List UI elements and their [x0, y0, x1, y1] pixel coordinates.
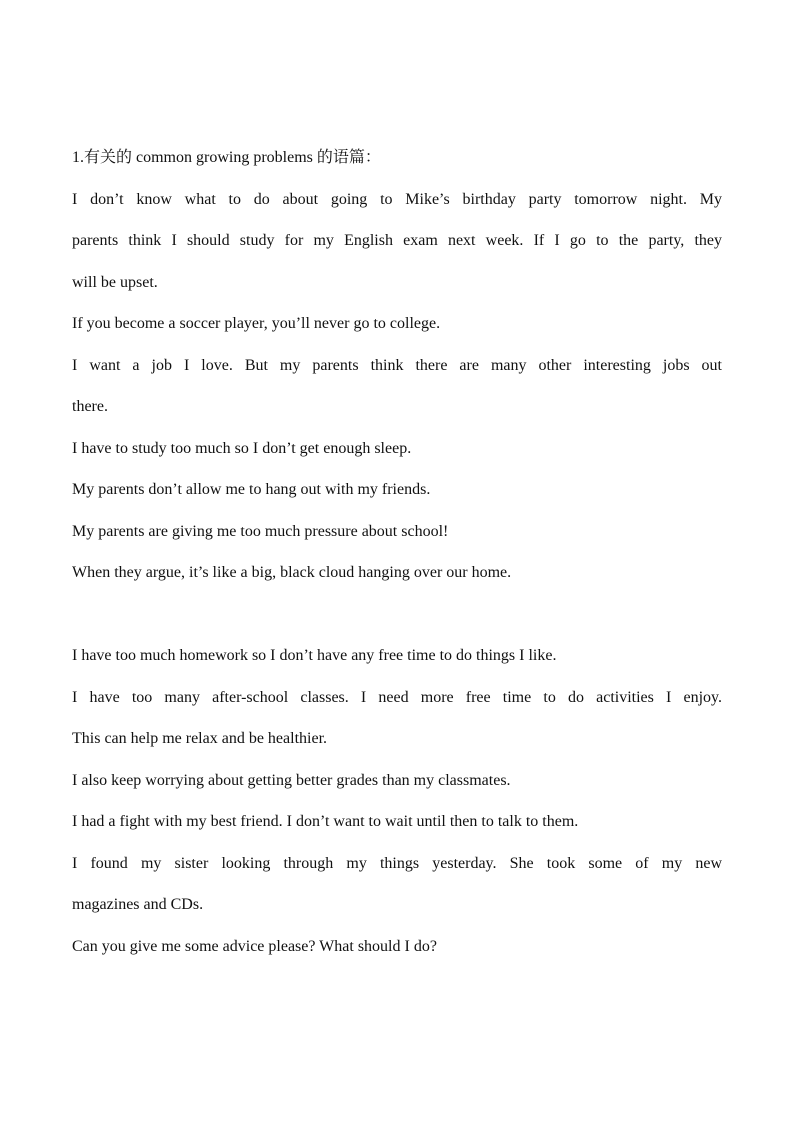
text-line: I had a fight with my best friend. I don’t want to wait until then to talk to them.: [72, 813, 579, 830]
text-line: I have too many after-school classes. I need more free time to do activities I enjoy.: [72, 688, 722, 706]
text-line: I want a job I love. But my parents think there are many other interesting jobs out: [72, 356, 722, 374]
text-line: This can help me relax and be healthier.: [72, 730, 328, 747]
text-line: I found my sister looking through my things yesterday. She took some of my new: [72, 854, 722, 872]
text-line: I have too much homework so I don’t have any free time to do things I like.: [72, 647, 557, 664]
text-line: I also keep worrying about getting better grades than my classmates.: [72, 771, 511, 789]
blank-line: [72, 602, 722, 644]
text-line: Can you give me some advice please? What should I do?: [72, 937, 437, 955]
text-line: will be upset.: [72, 273, 158, 291]
text-line: there.: [72, 398, 108, 415]
text-line: parents think I should study for my English exam next week. If I go to the party, they: [72, 232, 722, 249]
text-line: My parents are giving me too much pressure about school!: [72, 522, 449, 540]
section-heading: 1.有关的 common growing problems 的语篇：: [72, 149, 381, 166]
text-line: magazines and CDs.: [72, 896, 204, 913]
text-line: I don’t know what to do about going to Mike’s birthday party tomorrow night. My: [72, 190, 722, 208]
text-line: If you become a soccer player, you’ll never go to college.: [72, 315, 441, 332]
document-body: [72, 145, 722, 975]
text-line: I have to study too much so I don’t get enough sleep.: [72, 439, 412, 457]
text-line: When they argue, it’s like a big, black cloud hanging over our home.: [72, 564, 512, 581]
text-line: My parents don’t allow me to hang out with my friends.: [72, 481, 431, 498]
